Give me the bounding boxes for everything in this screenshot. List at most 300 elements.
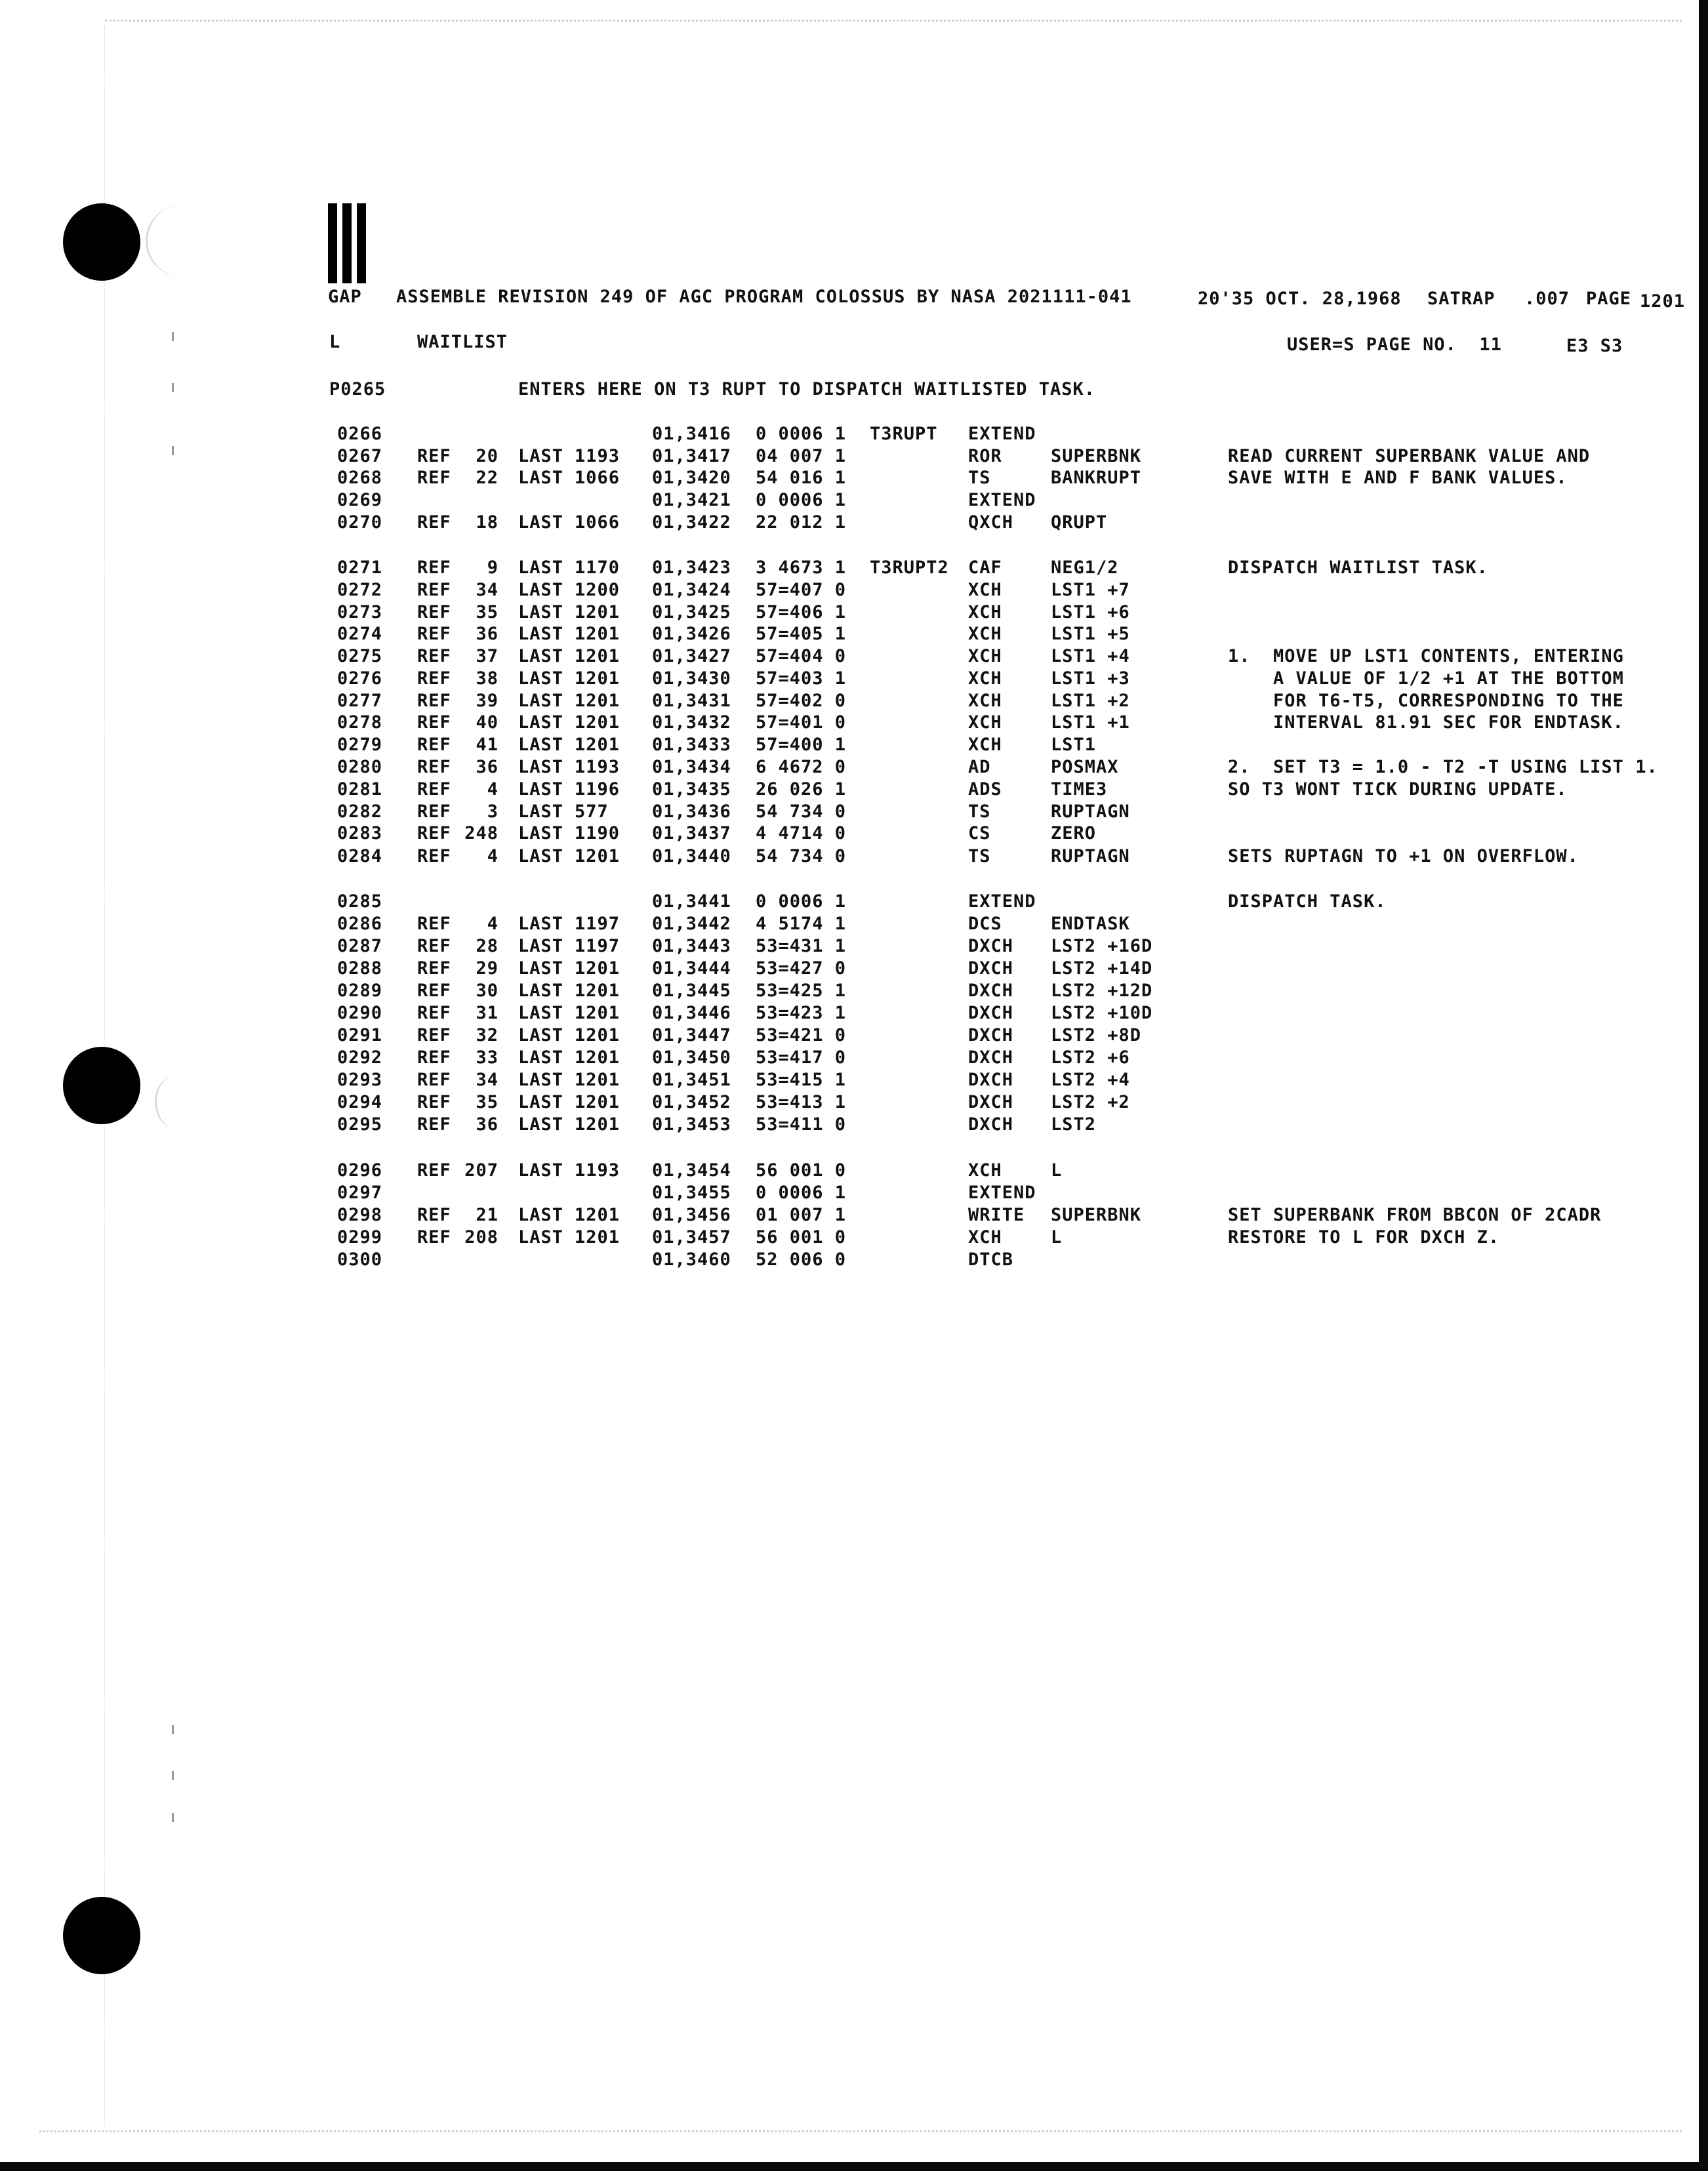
row-opcode: XCH [968, 1160, 1002, 1181]
row-last-tag: LAST [518, 468, 564, 488]
row-ref-count: 29 [476, 958, 498, 979]
row-ref-count: 37 [476, 646, 498, 666]
listing-row [0, 735, 1708, 757]
row-ref-tag: REF [417, 735, 451, 755]
row-last-tag: LAST [518, 846, 564, 866]
row-operand: LST1 [1051, 735, 1097, 755]
row-address: 01,3452 [652, 1092, 731, 1112]
listing-row [0, 1183, 1708, 1205]
row-opcode: TS [968, 468, 991, 488]
punch-hole-bottom [63, 1897, 140, 1974]
row-last-page: 1193 [575, 446, 620, 466]
row-operand: LST2 [1051, 1114, 1097, 1135]
row-ref-count: 21 [476, 1205, 498, 1225]
row-operand: LST2 +14D [1051, 958, 1153, 979]
row-ref-tag: REF [417, 580, 451, 600]
row-last-page: 1201 [575, 1092, 620, 1112]
row-operand: LST2 +8D [1051, 1025, 1142, 1045]
row-octal-word: 53=427 0 [756, 958, 847, 979]
row-opcode: XCH [968, 624, 1002, 644]
listing-row [0, 446, 1708, 468]
row-ref-count: 4 [487, 914, 498, 934]
row-address: 01,3435 [652, 779, 731, 800]
row-opcode: XCH [968, 691, 1002, 711]
row-ref-tag: REF [417, 446, 451, 466]
row-opcode: DXCH [968, 1047, 1014, 1068]
row-opcode: CAF [968, 558, 1002, 578]
row-octal-word: 3 4673 1 [756, 558, 847, 578]
row-line-number: 0296 [337, 1160, 383, 1181]
row-address: 01,3442 [652, 914, 731, 934]
row-last-tag: LAST [518, 1160, 564, 1181]
row-line-number: 0293 [337, 1070, 383, 1090]
row-ref-tag: REF [417, 823, 451, 843]
row-octal-word: 56 001 0 [756, 1160, 847, 1181]
row-operand: ENDTASK [1051, 914, 1130, 934]
row-octal-word: 57=407 0 [756, 580, 847, 600]
row-line-number: 0268 [337, 468, 383, 488]
row-operand: RUPTAGN [1051, 846, 1130, 866]
row-operand: QRUPT [1051, 512, 1108, 533]
listing-row [0, 1025, 1708, 1047]
row-operand: LST2 +2 [1051, 1092, 1130, 1112]
row-line-number: 0282 [337, 801, 383, 822]
row-octal-word: 53=411 0 [756, 1114, 847, 1135]
listing-row [0, 580, 1708, 602]
punch-hole-top [63, 203, 140, 281]
row-octal-word: 4 5174 1 [756, 914, 847, 934]
row-opcode: CS [968, 823, 991, 843]
row-last-page: 1201 [575, 958, 620, 979]
row-opcode: DXCH [968, 936, 1014, 956]
row-opcode: ROR [968, 446, 1002, 466]
row-opcode: DXCH [968, 1003, 1014, 1023]
listing-row [0, 424, 1708, 446]
row-opcode: QXCH [968, 512, 1014, 533]
row-last-tag: LAST [518, 779, 564, 800]
row-line-number: 0286 [337, 914, 383, 934]
row-address: 01,3445 [652, 981, 731, 1001]
row-octal-word: 57=400 1 [756, 735, 847, 755]
row-octal-word: 56 001 0 [756, 1227, 847, 1248]
listing-row [0, 1114, 1708, 1137]
row-last-page: 1201 [575, 1025, 620, 1045]
row-octal-word: 04 007 1 [756, 446, 847, 466]
row-last-page: 577 [575, 801, 609, 822]
listing-row [0, 624, 1708, 646]
row-octal-word: 57=404 0 [756, 646, 847, 666]
row-line-number: 0295 [337, 1114, 383, 1135]
row-ref-tag: REF [417, 846, 451, 866]
log-section-name: WAITLIST [417, 332, 508, 352]
listing-row [0, 1003, 1708, 1025]
row-opcode: EXTEND [968, 424, 1036, 444]
row-address: 01,3421 [652, 490, 731, 510]
header-mark: GAP [328, 287, 362, 307]
row-octal-word: 53=417 0 [756, 1047, 847, 1068]
row-address: 01,3423 [652, 558, 731, 578]
listing-row [0, 1205, 1708, 1227]
row-address: 01,3444 [652, 958, 731, 979]
row-octal-word: 57=403 1 [756, 668, 847, 689]
row-octal-word: 26 026 1 [756, 779, 847, 800]
row-address: 01,3440 [652, 846, 731, 866]
row-opcode: EXTEND [968, 891, 1036, 912]
row-last-page: 1193 [575, 757, 620, 777]
row-last-tag: LAST [518, 624, 564, 644]
row-address: 01,3460 [652, 1249, 731, 1270]
row-comment: SETS RUPTAGN TO +1 ON OVERFLOW. [1228, 846, 1579, 866]
row-operand: LST2 +12D [1051, 981, 1153, 1001]
row-octal-word: 52 006 0 [756, 1249, 847, 1270]
row-octal-word: 54 016 1 [756, 468, 847, 488]
row-ref-tag: REF [417, 691, 451, 711]
row-last-page: 1200 [575, 580, 620, 600]
row-last-page: 1190 [575, 823, 620, 843]
row-last-tag: LAST [518, 1114, 564, 1135]
row-address: 01,3432 [652, 712, 731, 733]
row-ref-count: 36 [476, 757, 498, 777]
row-line-number: 0288 [337, 958, 383, 979]
row-opcode: WRITE [968, 1205, 1025, 1225]
row-last-page: 1201 [575, 981, 620, 1001]
page-number: 1201 [1640, 291, 1686, 312]
listing-row [0, 846, 1708, 868]
timestamp: 20'35 OCT. 28,1968 [1198, 289, 1402, 309]
row-opcode: ADS [968, 779, 1002, 800]
listing-row [0, 691, 1708, 713]
row-octal-word: 0 0006 1 [756, 424, 847, 444]
row-last-page: 1196 [575, 779, 620, 800]
row-opcode: XCH [968, 735, 1002, 755]
row-opcode: XCH [968, 580, 1002, 600]
row-octal-word: 53=431 1 [756, 936, 847, 956]
p-line-comment: ENTERS HERE ON T3 RUPT TO DISPATCH WAITLISTED TASK. [518, 379, 1096, 399]
row-line-number: 0290 [337, 1003, 383, 1023]
row-last-tag: LAST [518, 823, 564, 843]
row-ref-count: 4 [487, 846, 498, 866]
row-ref-tag: REF [417, 981, 451, 1001]
row-opcode: XCH [968, 602, 1002, 622]
row-ref-count: 35 [476, 602, 498, 622]
listing-row [0, 1227, 1708, 1249]
row-opcode: DTCB [968, 1249, 1014, 1270]
row-operand: LST1 +2 [1051, 691, 1130, 711]
row-ref-count: 34 [476, 1070, 498, 1090]
row-opcode: XCH [968, 1227, 1002, 1248]
row-last-tag: LAST [518, 735, 564, 755]
row-operand: SUPERBNK [1051, 446, 1142, 466]
listing-row [0, 1249, 1708, 1272]
listing-row [0, 891, 1708, 914]
row-last-tag: LAST [518, 558, 564, 578]
row-ref-tag: REF [417, 712, 451, 733]
satrap-label: SATRAP [1427, 289, 1495, 309]
row-operand: LST2 +4 [1051, 1070, 1130, 1090]
row-last-page: 1201 [575, 1047, 620, 1068]
row-last-tag: LAST [518, 646, 564, 666]
row-ref-count: 40 [476, 712, 498, 733]
row-opcode: DXCH [968, 1025, 1014, 1045]
row-comment: SAVE WITH E AND F BANK VALUES. [1228, 468, 1568, 488]
row-ref-tag: REF [417, 1092, 451, 1112]
row-ref-count: 32 [476, 1025, 498, 1045]
row-ref-count: 30 [476, 981, 498, 1001]
row-last-tag: LAST [518, 1205, 564, 1225]
row-line-number: 0280 [337, 757, 383, 777]
row-address: 01,3416 [652, 424, 731, 444]
row-ref-tag: REF [417, 624, 451, 644]
row-ref-tag: REF [417, 1025, 451, 1045]
row-ref-tag: REF [417, 1205, 451, 1225]
row-ref-count: 248 [464, 823, 498, 843]
row-ref-count: 34 [476, 580, 498, 600]
row-ref-tag: REF [417, 602, 451, 622]
top-perforation-edge [105, 20, 1682, 22]
row-operand: LST1 +5 [1051, 624, 1130, 644]
row-ref-count: 38 [476, 668, 498, 689]
row-operand: LST2 +6 [1051, 1047, 1130, 1068]
row-last-tag: LAST [518, 712, 564, 733]
listing-row [0, 914, 1708, 936]
row-comment: READ CURRENT SUPERBANK VALUE AND [1228, 446, 1591, 466]
row-ref-tag: REF [417, 1160, 451, 1181]
margin-tick [172, 383, 174, 392]
p-line-number: P0265 [329, 379, 386, 399]
row-ref-tag: REF [417, 1003, 451, 1023]
row-line-number: 0284 [337, 846, 383, 866]
row-address: 01,3447 [652, 1025, 731, 1045]
row-last-page: 1066 [575, 512, 620, 533]
row-ref-tag: REF [417, 936, 451, 956]
listing-row [0, 801, 1708, 824]
row-last-tag: LAST [518, 757, 564, 777]
row-octal-word: 54 734 0 [756, 801, 847, 822]
row-address: 01,3453 [652, 1114, 731, 1135]
log-section-letter: L [329, 332, 341, 352]
satrap-value: .007 [1524, 289, 1570, 309]
row-line-number: 0277 [337, 691, 383, 711]
row-last-page: 1201 [575, 1227, 620, 1248]
row-ref-count: 20 [476, 446, 498, 466]
row-last-page: 1201 [575, 624, 620, 644]
margin-tick [172, 1813, 174, 1822]
row-last-tag: LAST [518, 1070, 564, 1090]
row-last-tag: LAST [518, 446, 564, 466]
row-comment: 1. MOVE UP LST1 CONTENTS, ENTERING [1228, 646, 1624, 666]
row-line-number: 0275 [337, 646, 383, 666]
row-line-number: 0300 [337, 1249, 383, 1270]
listing-row [0, 823, 1708, 845]
row-address: 01,3427 [652, 646, 731, 666]
listing-row [0, 668, 1708, 691]
row-last-tag: LAST [518, 801, 564, 822]
row-ref-count: 39 [476, 691, 498, 711]
row-address: 01,3455 [652, 1183, 731, 1203]
row-ref-tag: REF [417, 512, 451, 533]
row-ref-count: 9 [487, 558, 498, 578]
row-ref-tag: REF [417, 958, 451, 979]
sheet-code: E3 S3 [1566, 336, 1623, 356]
listing-row [0, 981, 1708, 1003]
row-line-number: 0272 [337, 580, 383, 600]
row-last-tag: LAST [518, 580, 564, 600]
row-last-page: 1201 [575, 712, 620, 733]
row-line-number: 0270 [337, 512, 383, 533]
row-ref-count: 41 [476, 735, 498, 755]
row-ref-count: 31 [476, 1003, 498, 1023]
row-address: 01,3422 [652, 512, 731, 533]
row-ref-count: 18 [476, 512, 498, 533]
row-line-number: 0271 [337, 558, 383, 578]
row-address: 01,3436 [652, 801, 731, 822]
listing-row [0, 1047, 1708, 1070]
row-operand: BANKRUPT [1051, 468, 1142, 488]
row-ref-tag: REF [417, 646, 451, 666]
row-ref-tag: REF [417, 1114, 451, 1135]
row-comment: SET SUPERBANK FROM BBCON OF 2CADR [1228, 1205, 1602, 1225]
row-octal-word: 57=406 1 [756, 602, 847, 622]
row-ref-tag: REF [417, 668, 451, 689]
row-octal-word: 22 012 1 [756, 512, 847, 533]
margin-tick [172, 1771, 174, 1780]
row-comment: A VALUE OF 1/2 +1 AT THE BOTTOM [1228, 668, 1624, 689]
row-line-number: 0292 [337, 1047, 383, 1068]
row-line-number: 0294 [337, 1092, 383, 1112]
row-address: 01,3450 [652, 1047, 731, 1068]
row-comment: SO T3 WONT TICK DURING UPDATE. [1228, 779, 1568, 800]
listing-row [0, 936, 1708, 958]
row-octal-word: 6 4672 0 [756, 757, 847, 777]
bottom-perforation-edge [39, 2130, 1682, 2132]
row-last-page: 1201 [575, 1114, 620, 1135]
row-opcode: EXTEND [968, 490, 1036, 510]
row-last-tag: LAST [518, 1047, 564, 1068]
row-last-tag: LAST [518, 958, 564, 979]
row-line-number: 0298 [337, 1205, 383, 1225]
row-line-number: 0273 [337, 602, 383, 622]
row-octal-word: 53=413 1 [756, 1092, 847, 1112]
row-last-tag: LAST [518, 1003, 564, 1023]
row-address: 01,3424 [652, 580, 731, 600]
row-line-number: 0274 [337, 624, 383, 644]
row-address: 01,3433 [652, 735, 731, 755]
row-address: 01,3425 [652, 602, 731, 622]
punch-hole-ghost [146, 205, 220, 277]
page-label: PAGE [1586, 289, 1632, 309]
listing-row [0, 712, 1708, 735]
row-address: 01,3446 [652, 1003, 731, 1023]
row-operand: RUPTAGN [1051, 801, 1130, 822]
row-last-page: 1201 [575, 668, 620, 689]
row-octal-word: 53=421 0 [756, 1025, 847, 1045]
row-last-page: 1201 [575, 1070, 620, 1090]
row-ref-tag: REF [417, 779, 451, 800]
bottom-scan-border [0, 2162, 1708, 2171]
row-line-number: 0269 [337, 490, 383, 510]
row-octal-word: 57=402 0 [756, 691, 847, 711]
row-line-number: 0267 [337, 446, 383, 466]
row-comment: RESTORE TO L FOR DXCH Z. [1228, 1227, 1500, 1248]
row-comment: DISPATCH TASK. [1228, 891, 1387, 912]
row-ref-count: 208 [464, 1227, 498, 1248]
row-line-number: 0285 [337, 891, 383, 912]
listing-row [0, 1092, 1708, 1114]
row-operand: TIME3 [1051, 779, 1108, 800]
row-last-page: 1201 [575, 735, 620, 755]
row-ref-count: 36 [476, 1114, 498, 1135]
row-address: 01,3456 [652, 1205, 731, 1225]
row-operand: LST2 +16D [1051, 936, 1153, 956]
row-line-number: 0279 [337, 735, 383, 755]
listing-row [0, 490, 1708, 512]
row-address: 01,3454 [652, 1160, 731, 1181]
user-page-number: USER=S PAGE NO. 11 [1287, 335, 1502, 355]
row-opcode: AD [968, 757, 991, 777]
row-operand: LST1 +1 [1051, 712, 1130, 733]
row-opcode: TS [968, 801, 991, 822]
row-octal-word: 0 0006 1 [756, 490, 847, 510]
row-opcode: DXCH [968, 1114, 1014, 1135]
row-label: T3RUPT2 [870, 558, 949, 578]
margin-tick [172, 1725, 174, 1734]
row-last-page: 1197 [575, 936, 620, 956]
assembly-title: ASSEMBLE REVISION 249 OF AGC PROGRAM COLOSSUS BY NASA 2021111-041 [396, 287, 1132, 307]
row-opcode: EXTEND [968, 1183, 1036, 1203]
row-line-number: 0287 [337, 936, 383, 956]
row-operand: L [1051, 1160, 1063, 1181]
row-ref-tag: REF [417, 468, 451, 488]
row-ref-count: 3 [487, 801, 498, 822]
row-ref-count: 22 [476, 468, 498, 488]
row-ref-tag: REF [417, 558, 451, 578]
row-octal-word: 54 734 0 [756, 846, 847, 866]
row-ref-count: 36 [476, 624, 498, 644]
row-address: 01,3457 [652, 1227, 731, 1248]
row-last-page: 1201 [575, 602, 620, 622]
row-last-page: 1193 [575, 1160, 620, 1181]
row-opcode: DCS [968, 914, 1002, 934]
row-last-page: 1197 [575, 914, 620, 934]
row-last-page: 1201 [575, 1205, 620, 1225]
row-octal-word: 53=415 1 [756, 1070, 847, 1090]
row-octal-word: 01 007 1 [756, 1205, 847, 1225]
row-opcode: DXCH [968, 1092, 1014, 1112]
row-line-number: 0266 [337, 424, 383, 444]
row-last-tag: LAST [518, 668, 564, 689]
row-ref-tag: REF [417, 1047, 451, 1068]
row-operand: LST1 +4 [1051, 646, 1130, 666]
row-address: 01,3443 [652, 936, 731, 956]
row-address: 01,3426 [652, 624, 731, 644]
row-operand: ZERO [1051, 823, 1097, 843]
row-line-number: 0291 [337, 1025, 383, 1045]
row-comment: 2. SET T3 = 1.0 - T2 -T USING LIST 1. [1228, 757, 1658, 777]
listing-row [0, 512, 1708, 535]
row-address: 01,3437 [652, 823, 731, 843]
row-opcode: DXCH [968, 981, 1014, 1001]
row-octal-word: 57=401 0 [756, 712, 847, 733]
row-ref-count: 207 [464, 1160, 498, 1181]
listing-row [0, 1160, 1708, 1183]
row-address: 01,3417 [652, 446, 731, 466]
listing-row [0, 757, 1708, 779]
row-operand: L [1051, 1227, 1063, 1248]
row-line-number: 0289 [337, 981, 383, 1001]
row-last-page: 1201 [575, 1003, 620, 1023]
row-last-tag: LAST [518, 691, 564, 711]
row-octal-word: 0 0006 1 [756, 1183, 847, 1203]
